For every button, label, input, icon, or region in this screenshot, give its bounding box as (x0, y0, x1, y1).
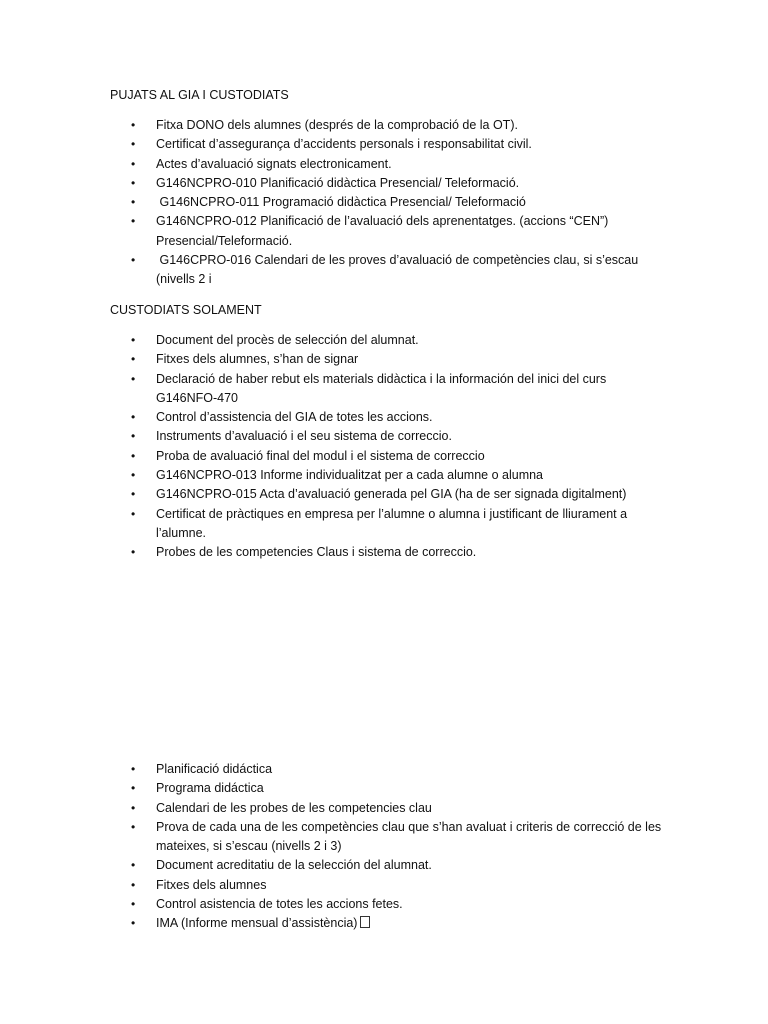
bullet-icon: • (131, 819, 136, 834)
bullet-icon: • (131, 800, 136, 815)
list-item: • Fitxes dels alumnes, s’han de signar (0, 350, 768, 369)
missing-glyph-icon (360, 916, 370, 928)
section-heading-uploaded-and-custodied: PUJATS AL GIA I CUSTODIATS (110, 88, 289, 102)
list-item: • G146NCPRO-015 Acta d’avaluació generada pel GIA (ha de ser signada digitalment) (0, 485, 768, 504)
list-item: • Probes de les competencies Claus i sistema de correccio. (0, 543, 768, 562)
list-item: • G146CPRO-016 Calendari de les proves d’avaluació de competències clau, si s’escau (nivells 2 i (131, 253, 642, 287)
list-item: • Prova de cada una de les competències clau que s’han avaluat i criteris de correcció de les mateixes, si s’escau (nivells 2 i 3) (131, 819, 662, 854)
list-item: • Document acreditatiu de la selección del alumnat. (0, 856, 768, 875)
bullet-icon: • (131, 897, 136, 912)
bullet-icon: • (131, 916, 136, 931)
list-item: • Certificat de pràctiques en empresa per l’alumne o alumna i justificant de lliurament a l’alumne. (131, 506, 628, 540)
list-item: • G146NCPRO-011 Programació didàctica Presencial/ Teleformació (0, 193, 768, 212)
list-item: • Declaració de haber rebut els materials didàctica i la información del inici del curs G146NFO-470 (131, 371, 607, 405)
list-item: • Fitxa DONO dels alumnes (després de la comprobació de la OT). (0, 116, 768, 135)
list-item: • Calendari de les probes de les competencies clau (0, 799, 768, 818)
list-additional-documents (0, 760, 768, 934)
list-item: • G146NCPRO-013 Informe individualitzat per a cada alumne o alumna (0, 466, 768, 485)
list-item: • G146NCPRO-010 Planificació didàctica Presencial/ Teleformació. (0, 174, 768, 193)
bullet-icon: • (131, 253, 136, 268)
list-item: • IMA (Informe mensual d’assistència) (0, 914, 768, 933)
bullet-icon: • (131, 468, 136, 483)
bullet-icon: • (131, 175, 136, 190)
list-item: • Fitxes dels alumnes (0, 876, 768, 895)
list-item: • Certificat d’assegurança d’accidents personals i responsabilitat civil. (0, 135, 768, 154)
list-item: • Planificació didáctica (0, 760, 768, 779)
bullet-icon: • (131, 195, 136, 210)
bullet-icon: • (131, 137, 136, 152)
bullet-icon: • (131, 371, 136, 386)
bullet-icon: • (131, 118, 136, 132)
bullet-icon: • (131, 448, 136, 463)
bullet-icon: • (131, 429, 136, 444)
bullet-icon: • (131, 506, 136, 521)
bullet-icon: • (131, 877, 136, 892)
bullet-icon: • (131, 781, 136, 796)
bullet-icon: • (131, 214, 136, 229)
section-heading-custodied-only: CUSTODIATS SOLAMENT (110, 303, 262, 317)
bullet-icon: • (131, 487, 136, 502)
list-custodied-only (0, 331, 768, 563)
bullet-icon: • (131, 410, 136, 425)
list-item: • G146NCPRO-012 Planificació de l’avaluació dels aprenentatges. (accions “CEN”) Presencial/Teleformació. (131, 214, 609, 248)
bullet-icon: • (131, 762, 136, 776)
bullet-icon: • (131, 352, 136, 367)
list-item: • Programa didáctica (0, 779, 768, 798)
list-item: • Instruments d’avaluació i el seu sistema de correccio. (0, 427, 768, 446)
list-item: • Proba de avaluació final del modul i el sistema de correccio (0, 447, 768, 466)
bullet-icon: • (131, 156, 136, 171)
list-item: • Actes d’avaluació signats electronicament. (0, 155, 768, 174)
list-item: • Document del procès de selección del alumnat. (0, 331, 768, 350)
list-uploaded-and-custodied (0, 116, 768, 290)
list-item: • Control asistencia de totes les accions fetes. (0, 895, 768, 914)
bullet-icon: • (131, 858, 136, 873)
list-item: • Control d’assistencia del GIA de totes les accions. (0, 408, 768, 427)
bullet-icon: • (131, 333, 136, 347)
bullet-icon: • (131, 545, 136, 560)
